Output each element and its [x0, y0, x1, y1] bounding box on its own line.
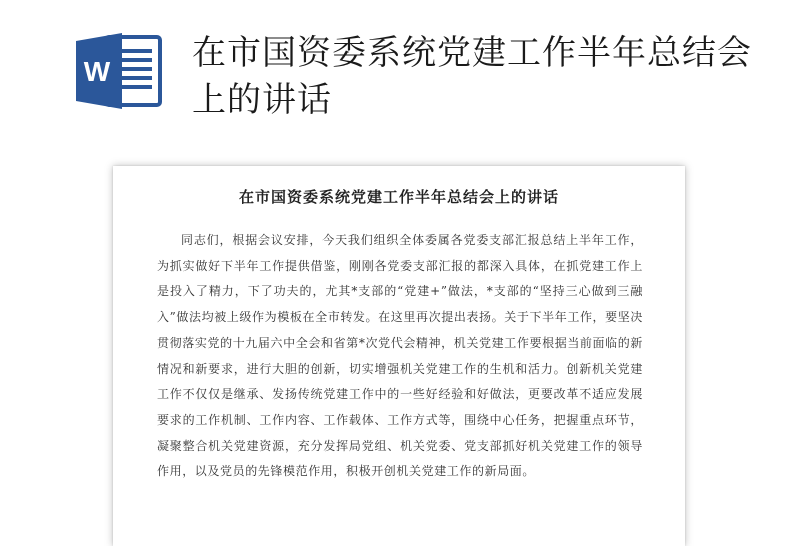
- word-icon-letter: W: [83, 56, 111, 87]
- header: [0, 0, 800, 150]
- document-body-paragraph: 同志们，根据会议安排，今天我们组织全体委属各党委支部汇报总结上半年工作，为抓实做好下半年工作提供借鉴，刚刚各党委支部汇报的都深入具体，在抓党建工作上是投入了精力，下了功夫的，尤其*支部的“党建+”做法，*支部的“坚持三心做到三融入”做法均被上级作为模板在全市转发。在这里再次提出表扬。关于下半年工作，要坚决贯彻落实党的十九届六中全会和省第*次党代会精神，机关党建工作要根据当前面临的新情况和新要求，进行大胆的创新，切实增强机关党建工作的生机和活力。创新机关党建工作不仅仅是继承、发扬传统党建工作中的一些好经验和好做法，更要改革不适应发展要求的工作机制、工作内容、工作载体、工作方式等，围绕中心任务，把握重点环节，凝聚整合机关党建资源，充分发挥局党组、机关党委、党支部抓好机关党建工作的领导作用，以及党员的先锋模范作用，积极开创机关党建工作的新局面。: [157, 233, 643, 479]
- word-document-icon: [76, 33, 162, 109]
- document-page-preview: [113, 166, 685, 546]
- document-title: 在市国资委系统党建工作半年总结会上的讲话: [238, 188, 559, 206]
- page-title: 在市国资委系统党建工作半年总结会上的讲话: [192, 33, 752, 120]
